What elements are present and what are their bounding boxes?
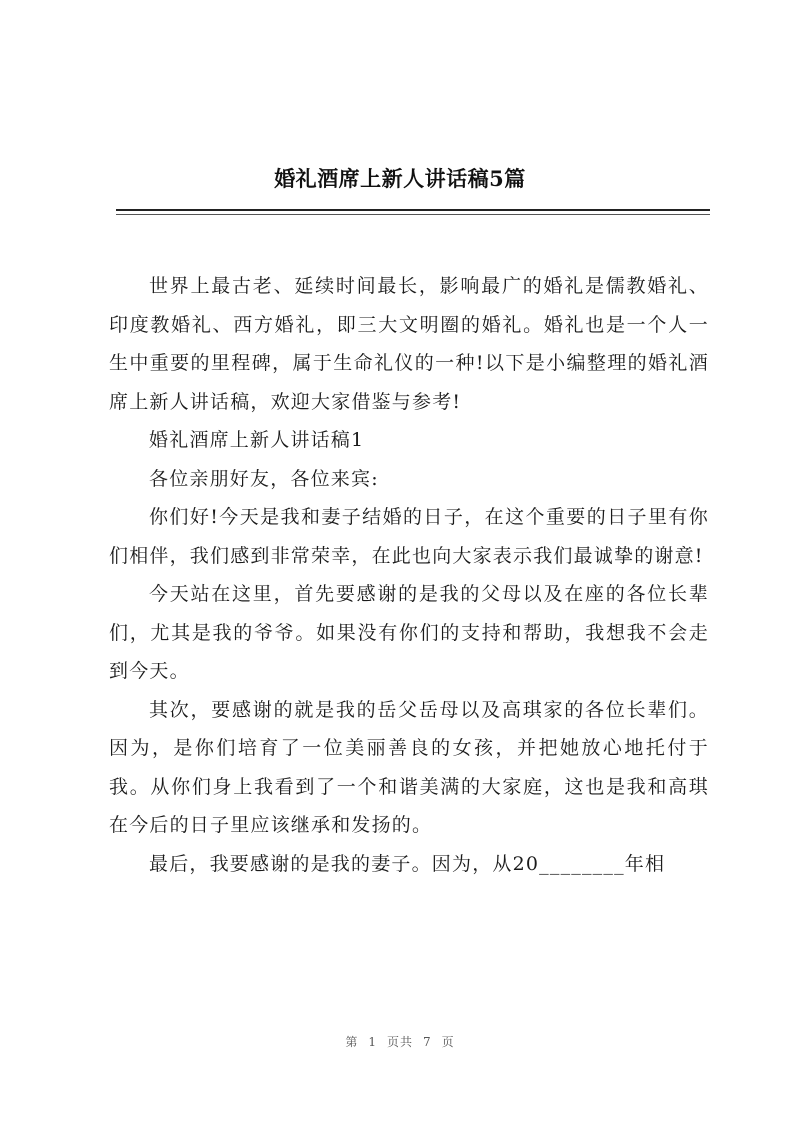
- paragraph-intro: 世界上最古老、延续时间最长，影响最广的婚礼是儒教婚礼、印度教婚礼、西方婚礼，即三大文明圈的婚礼。婚礼也是一个人一生中重要的里程碑，属于生命礼仪的一种!以下是小编整理的婚礼酒席上新人讲话稿，欢迎大家借鉴与参考!: [109, 275, 709, 413]
- paragraph: 今天站在这里，首先要感谢的是我的父母以及在座的各位长辈们，尤其是我的爷爷。如果没有你们的支持和帮助，我想我不会走到今天。: [109, 583, 709, 682]
- footer-label-of: 页共: [386, 1035, 413, 1049]
- paragraph: 你们好!今天是我和妻子结婚的日子，在这个重要的日子里有你们相伴，我们感到非常荣幸，在此也向大家表示我们最诚挚的谢意!: [109, 506, 709, 567]
- paragraph: 其次，要感谢的就是我的岳父岳母以及高琪家的各位长辈们。因为，是你们培育了一位美丽善良的女孩，并把她放心地托付于我。从你们身上我看到了一个和谐美满的大家庭，这也是我和高琪在今后的日子里应该继承和发扬的。: [109, 698, 709, 836]
- footer-total-pages: 7: [423, 1035, 432, 1049]
- paragraph: 最后，我要感谢的是我的妻子。因为，从20________年相: [149, 852, 666, 875]
- title-divider-thin: [116, 214, 710, 215]
- document-title: 婚礼酒席上新人讲话稿5篇: [274, 166, 526, 191]
- document-body: [109, 267, 709, 883]
- section-heading: 婚礼酒席上新人讲话稿1: [149, 429, 365, 451]
- footer-label-page: 第: [345, 1035, 359, 1049]
- footer-current-page: 1: [368, 1035, 377, 1049]
- page-footer: [0, 1033, 800, 1050]
- title-divider: [116, 209, 710, 211]
- paragraph-salutation: 各位亲朋好友，各位来宾:: [149, 467, 379, 490]
- footer-label-end: 页: [441, 1035, 455, 1049]
